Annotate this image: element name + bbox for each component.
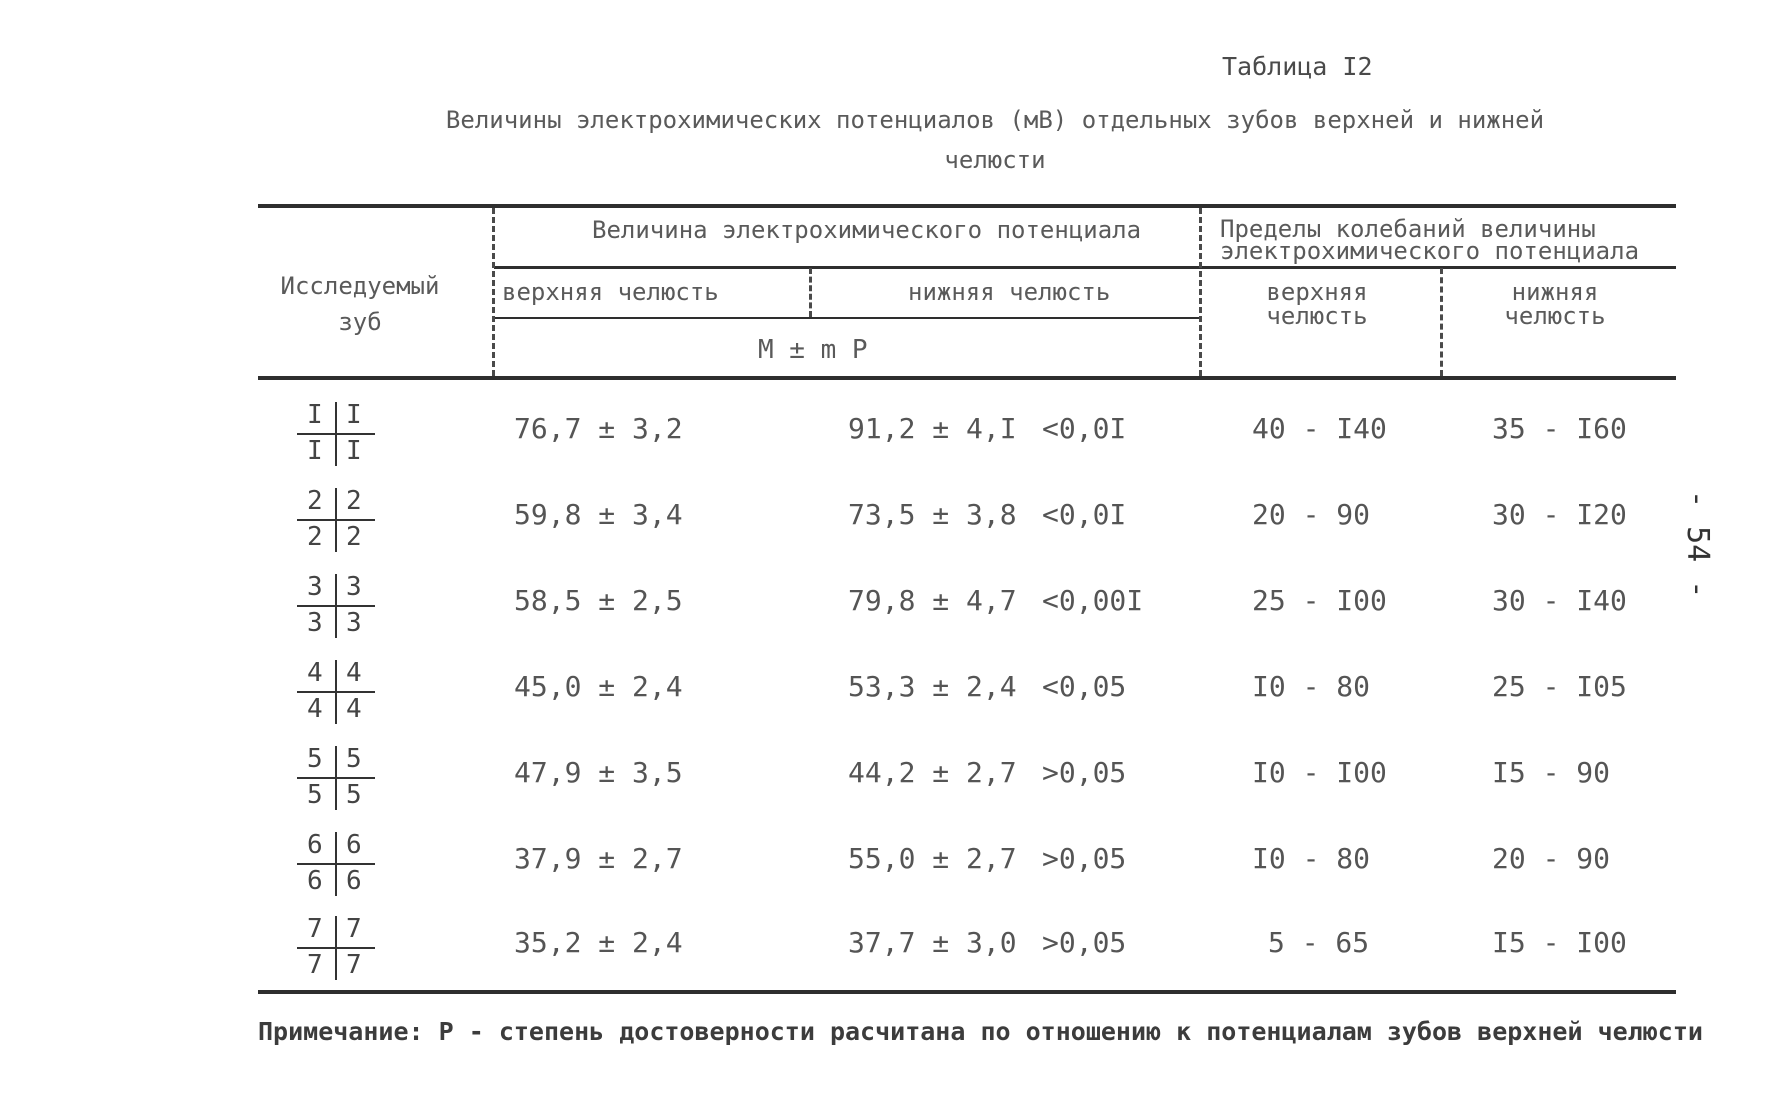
cell-upper-mean: 37,9 ± 2,7: [514, 842, 683, 875]
header-range-lower: нижняя челюсть: [1504, 278, 1606, 330]
cell-lower-mean: 37,7 ± 3,0: [848, 926, 1017, 959]
tooth-upper-right: 2: [346, 486, 362, 516]
cell-range-lower: 30 - I40: [1492, 584, 1627, 617]
header-potential-group: Величина электрохимического потенциала: [592, 216, 1142, 244]
cell-lower-mean: 44,2 ± 2,7: [848, 756, 1017, 789]
table-note: Примечание: P - степень достоверности расчитана по отношению к потенциалам зубов верхней челюсти: [258, 1017, 1703, 1046]
tooth-upper-left: 7: [307, 914, 323, 944]
cell-upper-mean: 59,8 ± 3,4: [514, 498, 683, 531]
tooth-upper-right: 5: [346, 744, 362, 774]
tooth-formula-row-5: [297, 744, 375, 812]
tooth-formula-vline: [335, 660, 337, 724]
tooth-formula-vline: [335, 916, 337, 980]
tooth-lower-left: 7: [307, 950, 323, 980]
page-number: - 54 -: [1680, 490, 1715, 599]
tooth-lower-left: 4: [307, 694, 323, 724]
header-bottom-rule: [258, 376, 1676, 380]
cell-lower-mean: 91,2 ± 4,I: [848, 412, 1017, 445]
tooth-lower-right: 5: [346, 780, 362, 810]
tooth-lower-left: I: [307, 436, 323, 466]
tooth-lower-right: 2: [346, 522, 362, 552]
tooth-upper-left: 5: [307, 744, 323, 774]
divider-tooth-col: [492, 208, 495, 376]
header-range-group: Пределы колебаний величины электрохимического потенциала: [1220, 215, 1640, 265]
cell-upper-mean: 47,9 ± 3,5: [514, 756, 683, 789]
cell-p-value: >0,05: [1042, 756, 1127, 789]
tooth-lower-right: 4: [346, 694, 362, 724]
tooth-formula-vline: [335, 574, 337, 638]
table-title: Величины электрохимических потенциалов (мВ) отдельных зубов верхней и нижней челюсти: [445, 106, 1545, 174]
tooth-lower-right: 6: [346, 866, 362, 896]
divider-potential-range: [1199, 208, 1202, 376]
header-lower-jaw: нижняя челюсть: [908, 278, 1111, 306]
tooth-formula-row-2: [297, 486, 375, 554]
tooth-lower-left: 6: [307, 866, 323, 896]
tooth-upper-left: 6: [307, 830, 323, 860]
cell-lower-mean: 73,5 ± 3,8: [848, 498, 1017, 531]
tooth-formula-vline: [335, 488, 337, 552]
tooth-lower-right: I: [346, 436, 362, 466]
tooth-upper-right: 4: [346, 658, 362, 688]
cell-range-upper: 20 - 90: [1252, 498, 1371, 531]
tooth-upper-left: 4: [307, 658, 323, 688]
tooth-formula-vline: [335, 746, 337, 810]
header-subrule-left: [494, 317, 1199, 319]
cell-upper-mean: 76,7 ± 3,2: [514, 412, 683, 445]
header-tooth-label: Исследуемый зуб: [280, 272, 440, 336]
header-stats: M ± m P: [758, 335, 868, 365]
tooth-formula-row-4: [297, 658, 375, 726]
table-label: Таблица I2: [1222, 52, 1373, 81]
cell-p-value: <0,00I: [1042, 584, 1144, 617]
cell-range-lower: I5 - 90: [1492, 756, 1611, 789]
header-range-upper: верхняя челюсть: [1266, 278, 1368, 330]
cell-p-value: <0,05: [1042, 670, 1127, 703]
tooth-lower-left: 2: [307, 522, 323, 552]
header-tooth: [270, 268, 450, 340]
cell-range-lower: 30 - I20: [1492, 498, 1627, 531]
tooth-formula-row-6: [297, 830, 375, 898]
table-top-rule: [258, 204, 1676, 208]
tooth-lower-right: 3: [346, 608, 362, 638]
cell-lower-mean: 79,8 ± 4,7: [848, 584, 1017, 617]
cell-upper-mean: 58,5 ± 2,5: [514, 584, 683, 617]
tooth-formula-row-1: [297, 400, 375, 468]
cell-range-upper: I0 - I00: [1252, 756, 1387, 789]
tooth-upper-right: I: [346, 400, 362, 430]
cell-range-lower: 20 - 90: [1492, 842, 1611, 875]
cell-range-upper: I0 - 80: [1252, 842, 1371, 875]
cell-range-upper: 40 - I40: [1252, 412, 1387, 445]
tooth-upper-right: 6: [346, 830, 362, 860]
cell-lower-mean: 55,0 ± 2,7: [848, 842, 1017, 875]
cell-upper-mean: 45,0 ± 2,4: [514, 670, 683, 703]
tooth-lower-right: 7: [346, 950, 362, 980]
cell-upper-mean: 35,2 ± 2,4: [514, 926, 683, 959]
cell-p-value: <0,0I: [1042, 498, 1127, 531]
cell-range-upper: 5 - 65: [1268, 926, 1370, 959]
tooth-upper-left: I: [307, 400, 323, 430]
cell-p-value: >0,05: [1042, 842, 1127, 875]
tooth-formula-row-3: [297, 572, 375, 640]
header-subrule-right: [494, 266, 1676, 269]
cell-range-upper: 25 - I00: [1252, 584, 1387, 617]
divider-upper-lower: [809, 268, 812, 317]
cell-range-lower: 25 - I05: [1492, 670, 1627, 703]
tooth-formula-row-7: [297, 914, 375, 982]
divider-range-cols: [1440, 268, 1443, 376]
tooth-upper-left: 3: [307, 572, 323, 602]
tooth-upper-right: 7: [346, 914, 362, 944]
table-bottom-rule: [258, 990, 1676, 994]
tooth-lower-left: 3: [307, 608, 323, 638]
cell-range-lower: 35 - I60: [1492, 412, 1627, 445]
cell-p-value: <0,0I: [1042, 412, 1127, 445]
tooth-upper-right: 3: [346, 572, 362, 602]
cell-range-upper: I0 - 80: [1252, 670, 1371, 703]
cell-p-value: >0,05: [1042, 926, 1127, 959]
tooth-lower-left: 5: [307, 780, 323, 810]
cell-range-lower: I5 - I00: [1492, 926, 1627, 959]
cell-lower-mean: 53,3 ± 2,4: [848, 670, 1017, 703]
header-upper-jaw: верхняя челюсть: [502, 278, 719, 306]
tooth-upper-left: 2: [307, 486, 323, 516]
tooth-formula-vline: [335, 402, 337, 466]
tooth-formula-vline: [335, 832, 337, 896]
